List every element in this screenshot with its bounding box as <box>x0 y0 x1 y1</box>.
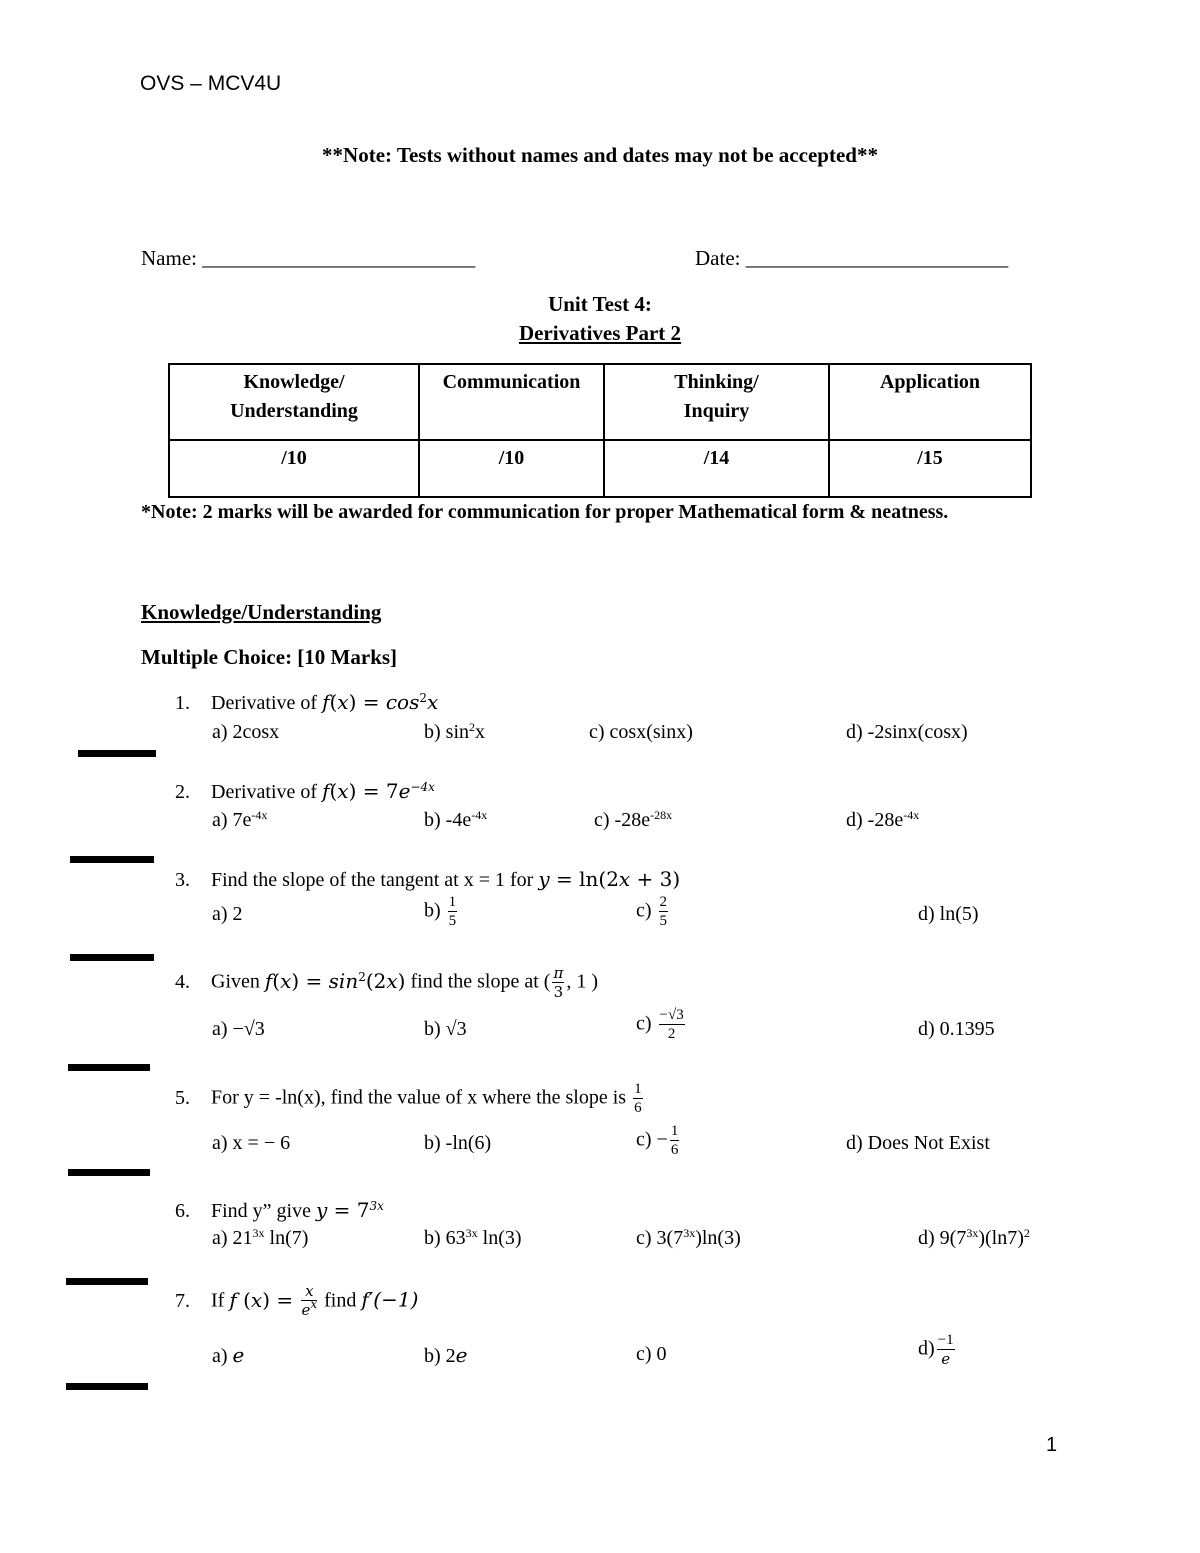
question-number: 7. <box>175 1289 190 1312</box>
question-stem: Find the slope of the tangent at x = 1 for <box>211 869 534 891</box>
q2-option-c[interactable]: c) $-28e^{-28x}$ <box>594 808 673 831</box>
answer-blank-4[interactable] <box>68 1064 150 1071</box>
question-number: 3. <box>175 869 190 891</box>
q2-option-d[interactable]: d) $-28e^{-4x}$ <box>846 808 920 831</box>
question-number: 2. <box>175 781 190 803</box>
question-6 <box>175 1198 384 1223</box>
answer-blank-1[interactable] <box>78 750 156 757</box>
q6-option-b[interactable]: b) $63^{3x}$ ln(3) <box>424 1226 522 1249</box>
question-stem: Find y” give <box>211 1200 311 1222</box>
date-line: _________________________ <box>745 246 1009 270</box>
name-label: Name: <box>141 246 197 270</box>
question-stem: Derivative of <box>211 781 318 803</box>
question-1 <box>175 690 438 715</box>
score-thinking: /14 <box>604 440 829 497</box>
question-4: 4. Given $f(x) = \sin^2(2x)$ find the slope at ( $\frac{\pi}{3}$ , 1 ) <box>175 964 598 1001</box>
question-math: $\frac{1}{6}$ <box>634 1081 642 1116</box>
q7-option-d[interactable]: d) $\frac{-1}{e}$ <box>918 1332 954 1368</box>
q1-option-a[interactable]: a) 2cosx <box>212 721 280 743</box>
q5-option-d[interactable]: d) Does Not Exist <box>846 1132 990 1154</box>
question-stem: Given <box>211 970 260 993</box>
q6-option-c[interactable]: c) $3(7^{3x})\ln(3)$ <box>636 1226 741 1249</box>
q6-option-d[interactable]: d) $9(7^{3x})(\ln 7)^2$ <box>918 1226 1030 1249</box>
answer-blank-7[interactable] <box>66 1383 148 1390</box>
q3-option-b[interactable]: b) $\frac{1}{5}$ <box>424 894 457 929</box>
q3-option-a[interactable]: a) 2 <box>212 903 243 925</box>
question-math: f (x) = $\frac{x}{e^x}$ <box>229 1282 318 1319</box>
question-5 <box>175 1082 645 1116</box>
q1-option-b[interactable]: b) $\sin^2x$ <box>424 720 485 743</box>
question-3 <box>175 867 680 892</box>
answer-blank-2[interactable] <box>70 856 154 863</box>
q1-option-d[interactable]: d) -2sinx(cosx) <box>846 721 968 743</box>
answer-blank-5[interactable] <box>68 1169 150 1176</box>
question-math: y = ln(2x + 3) <box>538 867 681 891</box>
header-thinking: Thinking/ Inquiry <box>604 364 829 440</box>
score-communication: /10 <box>419 440 604 497</box>
q7-option-a[interactable]: a) e <box>212 1343 245 1367</box>
q5-option-c[interactable]: c) − $\frac{1}{6}$ <box>636 1123 679 1158</box>
question-math: $f(x) = \sin^2(2x)$ <box>264 968 406 993</box>
question-2 <box>175 779 435 804</box>
q7-option-c[interactable]: c) 0 <box>636 1343 667 1365</box>
q2-option-b[interactable]: b) $-4e^{-4x}$ <box>424 808 488 831</box>
header-communication: Communication <box>419 364 604 440</box>
question-stem: Derivative of <box>211 692 318 714</box>
q4-option-d[interactable]: d) 0.1395 <box>918 1018 995 1040</box>
answer-blank-3[interactable] <box>70 954 154 961</box>
page-number: 1 <box>1046 1434 1058 1456</box>
question-math: $f(x) = \cos^2x$ <box>322 690 439 714</box>
q4-option-c[interactable]: c) $\frac{-√3}{2}$ <box>636 1007 684 1042</box>
title-line2: Derivatives Part 2 <box>518 321 682 345</box>
question-stem: If <box>211 1289 225 1312</box>
section-heading: Knowledge/Understanding <box>141 600 382 624</box>
q5-option-b[interactable]: b) -ln(6) <box>424 1132 492 1154</box>
q7-option-b[interactable]: b) 2e <box>424 1343 468 1367</box>
question-math: $f(x) = 7e^{-4x}$ <box>322 779 435 803</box>
question-math: $y = 7^{3x}$ <box>316 1198 384 1222</box>
title-line1: Unit Test 4: <box>548 292 652 316</box>
marks-table <box>168 363 1032 498</box>
marks-score-row <box>169 440 1031 497</box>
question-number: 4. <box>175 970 190 993</box>
question-number: 1. <box>175 692 190 714</box>
score-application: /15 <box>829 440 1031 497</box>
q4-option-a[interactable]: a) −√3 <box>212 1018 265 1040</box>
question-number: 6. <box>175 1200 190 1222</box>
q3-option-c[interactable]: c) $\frac{2}{5}$ <box>636 894 668 929</box>
name-line: __________________________ <box>202 246 476 270</box>
marks-header-row <box>169 364 1031 440</box>
note-communication: *Note: 2 marks will be awarded for communication for proper Mathematical form & neatness. <box>141 501 949 523</box>
question-number: 5. <box>175 1086 190 1109</box>
question-stem: For y = -ln(x), find the value of x where the slope is <box>211 1086 627 1109</box>
date-field[interactable] <box>695 246 1008 271</box>
question-7: 7. If f (x) = $\frac{x}{e^x}$ find f′(−1) <box>175 1282 419 1319</box>
note-top: **Note: Tests without names and dates may not be accepted** <box>322 143 878 167</box>
q5-option-a[interactable]: a) x = − 6 <box>212 1132 291 1154</box>
date-label: Date: <box>695 246 741 270</box>
header-application: Application <box>829 364 1031 440</box>
answer-blank-6[interactable] <box>66 1278 148 1285</box>
score-knowledge: /10 <box>169 440 419 497</box>
q4-option-b[interactable]: b) √3 <box>424 1018 467 1040</box>
q6-option-a[interactable]: a) $21^{3x}$ ln(7) <box>212 1226 309 1249</box>
name-field[interactable] <box>141 246 475 271</box>
section-subheading: Multiple Choice: [10 Marks] <box>141 645 398 669</box>
q1-option-c[interactable]: c) cosx(sinx) <box>589 721 693 743</box>
header-knowledge: Knowledge/ Understanding <box>169 364 419 440</box>
q2-option-a[interactable]: a) $7e^{-4x}$ <box>212 808 268 831</box>
q3-option-d[interactable]: d) ln(5) <box>918 903 979 925</box>
course-code: OVS – MCV4U <box>140 72 282 95</box>
